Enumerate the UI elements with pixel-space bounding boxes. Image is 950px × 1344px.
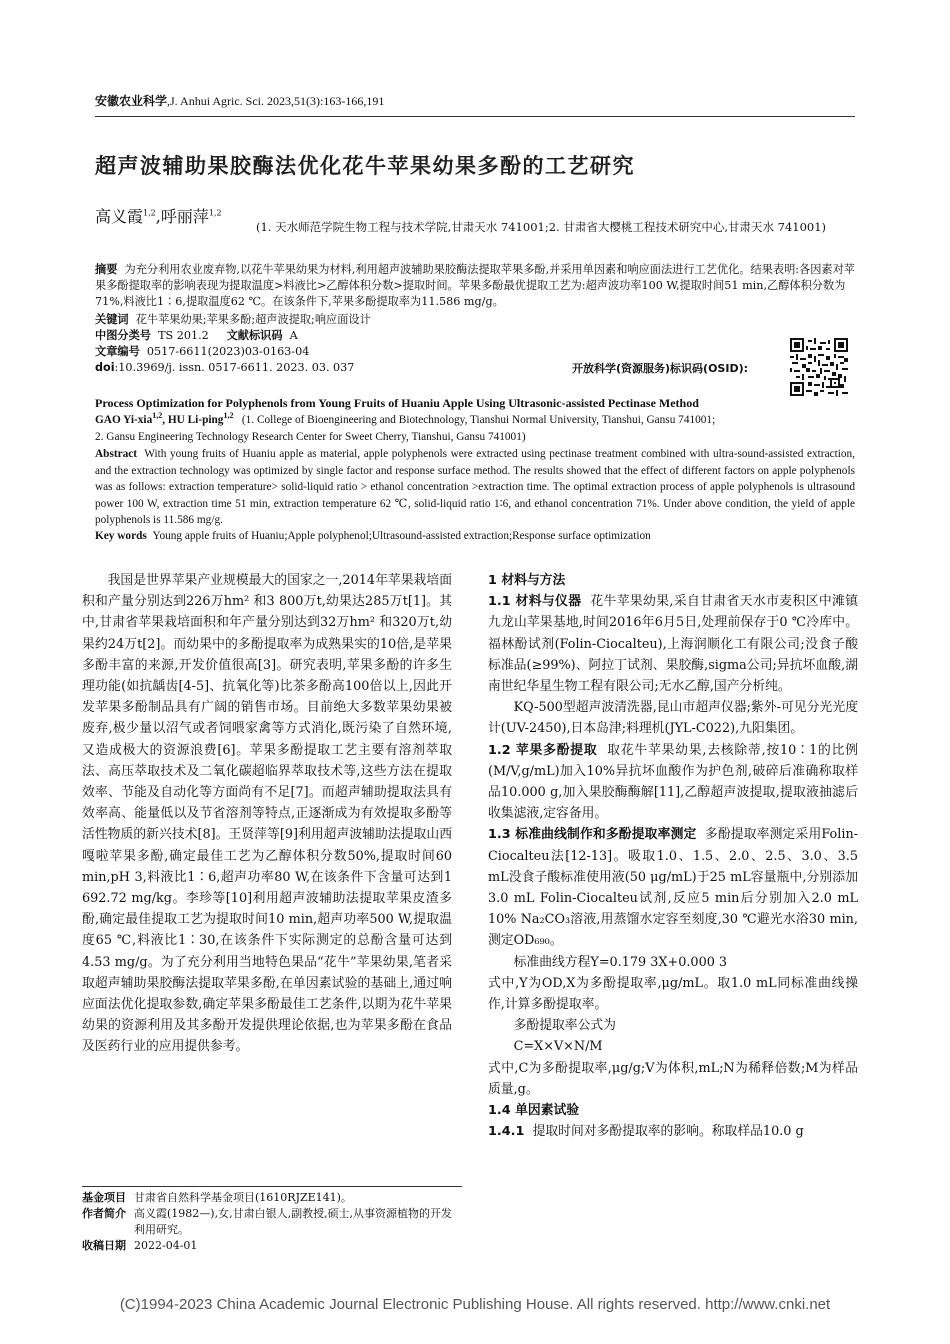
body-right-column bbox=[488, 570, 858, 1142]
abstract-cn-label: 摘要 bbox=[95, 263, 118, 276]
footnote-author-key: 作者简介 bbox=[82, 1207, 126, 1220]
section-1-4-1-heading: 1.4.1 bbox=[488, 1124, 525, 1140]
doi-label: doi bbox=[95, 361, 115, 374]
abstract-cn-text: 为充分利用农业废弃物,以花牛苹果幼果为材料,利用超声波辅助果胶酶法提取苹果多酚,并采用单因素和响应面法进行工艺优化。结果表明:各因素对苹果多酚提取率的影响表现为提取温度>料液比>乙醇体积分数>提取时间。苹果多酚最优提取工艺为:超声波功率100 W,提取时间51 min,乙醇体积分数为71%,料液比1∶6,提取温度62 ℃。在该条件下,苹果多酚提取率为11.586 mg/g。 bbox=[95, 263, 855, 308]
doi-line bbox=[95, 360, 565, 376]
journal-name: 安徽农业科学 bbox=[95, 94, 168, 108]
footnote-author-value: 高义霞(1982—),女,甘肃白银人,副教授,硕士,从事资源植物的开发利用研究。 bbox=[134, 1207, 453, 1236]
section-1-2 bbox=[488, 740, 858, 825]
osid-label: 开放科学(资源服务)标识码(OSID): bbox=[572, 362, 749, 375]
equation-2-label: 多酚提取率公式为 bbox=[513, 1018, 616, 1034]
equation-1-text: 式中,Y为OD,X为多酚提取率,μg/mL。取1.0 mL同标准曲线操作,计算多酚提取率。 bbox=[488, 975, 858, 1013]
english-authors-affil bbox=[95, 412, 855, 445]
intro-paragraph: 我国是世界苹果产业规模最大的国家之一,2014年苹果栽培面积和产量分别达到226万hm² 和3 800万t,幼果达285万t[1]。其中,甘肃省苹果栽培面积和年产量分别达到32万hm² 和320万t,幼果约24万t[2]。而幼果中的多酚提取率为成熟果实的10倍,是苹果多酚丰富的来源,开发价值很高[3]。研究表明,苹果多酚的许多生理功能(如抗龋齿[4-5]、抗氧化等)比茶多酚高100倍以上,因此开发苹果多酚制品具有广阔的销售市场。目前绝大多数苹果幼果被废弃,极少量以沼气或者饲喂家禽等方式消化,既污染了自然环境,又造成极大的资源浪费[6]。苹果多酚提取工艺主要有溶剂萃取法、高压萃取技术及二氧化碳超临界萃取技术等,这些方法在提取效率、节能及自动化等方面尚有不足[7]。而超声辅助提取法具有效率高、能量低以及节省溶剂等特点,正逐渐成为有效提取多酚等活性物质的新兴技术[8]。王贤萍等[9]利用超声波辅助法提取山西嘎啦苹果多酚,确定最佳工艺为乙醇体积分数50%,提取时间60 min,pH 3,料液比1∶6,超声功率80 W,在该条件下含量可达到1 692.72 mg/kg。李珍等[10]利用超声波辅助法提取苹果皮渣多酚,确定最佳提取工艺为提取时间10 min,超声功率500 W,提取温度65 ℃,料液比1∶30,在该条件下实际测定的总酚含量可达到4.53 mg/g。为了充分利用当地特色果品“花牛”苹果幼果,笔者采取超声辅助果胶酶法提取苹果多酚,在单因素试验的基础上,通过响应面法优化提取参数,确定苹果多酚最佳工艺条件,以期为花牛苹果幼果的资源利用及其多酚开发提供理论依据,也为苹果多酚在食品及医药行业的应用提供参考。 bbox=[82, 573, 452, 1055]
section-1-1 bbox=[488, 591, 858, 697]
section-1-2-heading: 1.2 苹果多酚提取 bbox=[488, 742, 598, 758]
article-no-value: 0517-6611(2023)03-0163-04 bbox=[146, 345, 310, 358]
equation-1: 标准曲线方程Y=0.179 3X+0.000 3 bbox=[513, 954, 728, 970]
section-1-heading: 1 材料与方法 bbox=[488, 573, 566, 588]
keywords-cn-text: 花牛苹果幼果;苹果多酚;超声波提取;响应面设计 bbox=[135, 313, 371, 326]
copyright-footer: (C)1994-2023 China Academic Journal Electronic Publishing House. All rights reserved. http://www.cnki.net bbox=[119, 1296, 831, 1313]
footnote-received-value: 2022-04-01 bbox=[134, 1239, 198, 1252]
footnote-fund-value: 甘肃省自然科学基金项目(1610RJZE141)。 bbox=[134, 1191, 352, 1204]
page-title: 超声波辅助果胶酶法优化花牛苹果幼果多酚的工艺研究 bbox=[95, 154, 635, 178]
section-1-3-heading: 1.3 标准曲线制作和多酚提取率测定 bbox=[488, 827, 697, 843]
english-keywords bbox=[95, 528, 855, 545]
footnote-author bbox=[82, 1206, 457, 1238]
section-1-4-heading: 1.4 单因素试验 bbox=[488, 1103, 580, 1119]
abstract-cn bbox=[95, 262, 855, 310]
footnote-rule bbox=[82, 1186, 462, 1187]
article-no-label: 文章编号 bbox=[95, 345, 140, 358]
doc-code-value: A bbox=[289, 329, 298, 342]
authors: 高义霞$^{1,2}$,呼丽萍$^{1,2}$ bbox=[95, 207, 222, 226]
footnote-fund bbox=[82, 1190, 457, 1206]
journal-header bbox=[95, 92, 384, 109]
classification bbox=[95, 328, 775, 344]
doi-value: :10.3969/j. issn. 0517-6611. 2023. 03. 037 bbox=[114, 361, 355, 374]
doc-code-label: 文献标识码 bbox=[226, 329, 283, 342]
header-rule bbox=[95, 116, 855, 117]
english-affiliation-1: (1. College of Bioengineering and Biotechnology, Tianshui Normal University, Tianshui, Gansu 741001; bbox=[241, 414, 716, 426]
equation-2: C=X×V×N/M bbox=[513, 1039, 603, 1055]
english-affiliation-2: 2. Gansu Engineering Technology Research Center for Sweet Cherry, Tianshui, Gansu 741001) bbox=[95, 430, 526, 443]
body-left-column bbox=[82, 570, 452, 1058]
footnote-fund-key: 基金项目 bbox=[82, 1191, 126, 1204]
english-abstract-label: Abstract bbox=[95, 448, 138, 460]
footnotes bbox=[82, 1190, 457, 1254]
journal-citation: ,J. Anhui Agric. Sci. 2023,51(3):163-166,191 bbox=[167, 94, 385, 108]
english-authors: GAO Yi-xia$^{1,2}$, HU Li-ping$^{1,2}$ bbox=[95, 411, 234, 426]
english-keywords-label: Key words bbox=[95, 530, 147, 542]
section-1-2-text: 取花牛苹果幼果,去核除蒂,按10∶1的比例(M/V,g/mL)加入10%异抗坏血酸作为护色剂,破碎后准确称取样品10.000 g,加入果胶酶酶解[11],乙醇超声波提取,提取液抽滤后收集滤液,定容备用。 bbox=[488, 742, 859, 822]
section-1-4-1 bbox=[488, 1121, 858, 1142]
section-1-3 bbox=[488, 824, 858, 951]
keywords-cn-label: 关键词 bbox=[95, 313, 129, 326]
english-keywords-text: Young apple fruits of Huaniu;Apple polyphenol;Ultrasound-assisted extraction;Response surface optimization bbox=[152, 530, 651, 542]
english-abstract-text: With young fruits of Huaniu apple as material, apple polyphenols were extracted using pectinase treatment combined with ultra-sound-assisted extraction, and the extraction technology was optimized by single factor and response surface method. The results showed that the effect of different factors on apple polyphenols was as follows: extraction temperature> solid-liquid ratio > ethanol concentration >extraction time. The optimal extraction process of apple polyphenols is ultrasound power 100 W, extraction time 51 min, extraction temperature 62 ℃, solid-liquid ratio 1∶6, and ethanol concentration 71%. Under above condition, the yield of apple polyphenols is 11.586 mg/g. bbox=[95, 448, 855, 526]
clc-label: 中图分类号 bbox=[95, 329, 151, 342]
affiliations: (1. 天水师范学院生物工程与技术学院,甘肃天水 741001;2. 甘肃省大樱桃工程技术研究中心,甘肃天水 741001) bbox=[256, 220, 827, 234]
section-1-1-text: 花牛苹果幼果,采自甘肃省天水市麦积区中滩镇九龙山苹果基地,时间2016年6月5日,处理前保存于0 ℃冷库中。福林酚试剂(Folin-Ciocalteu),上海润顺化工有限公司;没食子酸标准品(≥99%)、阿拉丁试剂、果胶酶,sigma公司;异抗坏血酸,湖南世纪华星生物工程有限公司;无水乙醇,国产分析纯。 bbox=[488, 594, 859, 695]
section-1-1-text2: KQ-500型超声波清洗器,昆山市超声仪器;紫外-可见分光光度计(UV-2450),日本岛津;料理机(JYL-C022),九阳集团。 bbox=[488, 700, 858, 737]
footnote-received bbox=[82, 1238, 457, 1254]
keywords-cn bbox=[95, 312, 775, 328]
clc-value: TS 201.2 bbox=[158, 329, 209, 342]
section-1-3-text: 多酚提取率测定采用Folin-Ciocalteu法[12-13]。吸取1.0、1.5、2.0、2.5、3.0、3.5 mL没食子酸标准使用液(50 μg/mL)于25 mL容量瓶中,分别添加3.0 mL Folin-Ciocalteu试剂,反应5 min后分别加入2.0 mL 10% Na₂CO₃溶液,用蒸馏水定容至刻度,30 ℃避光水浴30 min,测定OD₆₉₀。 bbox=[488, 827, 859, 949]
equation-2-text: 式中,C为多酚提取率,μg/g;V为体积,mL;N为稀释倍数;M为样品质量,g。 bbox=[488, 1060, 858, 1097]
qr-code[interactable] bbox=[790, 338, 848, 396]
footnote-received-key: 收稿日期 bbox=[82, 1239, 126, 1252]
english-abstract bbox=[95, 446, 855, 529]
section-1-1-heading: 1.1 材料与仪器 bbox=[488, 594, 582, 610]
section-1-4-1-text: 提取时间对多酚提取率的影响。称取样品10.0 g bbox=[532, 1124, 804, 1140]
article-number bbox=[95, 344, 775, 360]
english-title: Process Optimization for Polyphenols from Young Fruits of Huaniu Apple Using Ultrasonic-assisted Pectinase Method bbox=[95, 396, 699, 410]
